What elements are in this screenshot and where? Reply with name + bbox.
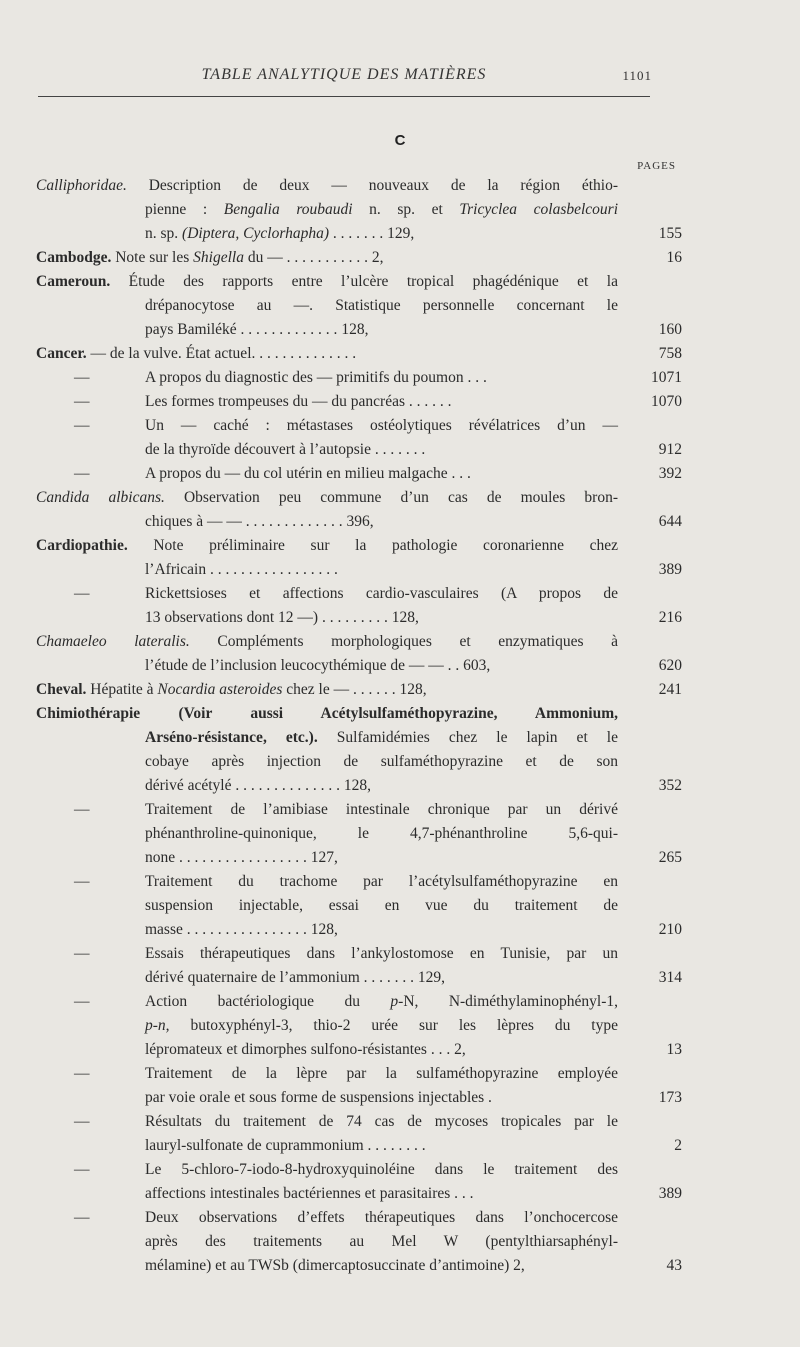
repeat-dash: — [74,369,90,386]
page-reference: 43 [666,1257,682,1274]
entry-heading: Chamaeleo lateralis. [36,633,190,650]
entry-text: pays Bamiléké . . . . . . . . . . . . . [145,321,342,338]
entry-heading: Cardiopathie. [36,537,128,554]
page-reference: 644 [658,513,682,530]
repeat-dash: — [74,1065,90,1082]
entry-text-line: l’Africain . . . . . . . . . . . . . . . . . [145,561,338,578]
entry-text: Observation peu commune d’un cas de moules bron- [164,489,618,506]
page-reference: 912 [658,441,682,458]
entry-text: pienne : [145,201,224,218]
page-number: 1101 [622,68,652,83]
page-reference: 265 [658,849,682,866]
sub-entry: Rickettsioses et affections cardio-vasculaires (A propos de [145,585,618,602]
page-reference: 173 [658,1089,682,1106]
volume-reference: 2, [513,1257,525,1274]
entry-heading: Calliphoridae. [36,177,127,194]
entry-text: mélamine) et au TWSb (dimercaptosuccinate d’antimoine) [145,1257,514,1274]
page-reference: 210 [658,921,682,938]
page-reference: 352 [658,777,682,794]
page-reference: 13 [666,1041,682,1058]
repeat-dash: — [74,993,90,1010]
page-reference: 160 [658,321,682,338]
entry-text: Hépatite à [86,681,158,698]
chemical-prefix: p [390,993,399,1010]
sub-entry: Traitement de l’amibiase intestinale chronique par un dérivé [145,801,618,818]
entry-text-line [145,654,618,678]
page-reference: 392 [658,465,682,482]
entry-text: none . . . . . . . . . . . . . . . . . [145,849,311,866]
entry-text: lépromateux et dimorphes sulfono-résistantes . . . [145,1041,455,1058]
leader-dots: du — . . . . . . . . . . . [243,249,372,266]
volume-reference: 128, [341,321,369,338]
entry-text: chiques à — — . . . . . . . . . . . . . [145,513,347,530]
sub-entry: Traitement du trachome par l’acétylsulfaméthopyrazine en [145,873,618,890]
volume-reference: 2, [371,249,384,266]
entry-text: n. sp. [145,225,183,242]
repeat-dash: — [74,801,90,818]
page-reference: 155 [658,225,682,242]
repeat-dash: — [74,585,90,602]
page-reference: 620 [658,657,682,674]
volume-reference: 603, [463,657,491,674]
index-entry-cardiopathie [36,534,618,558]
volume-reference: 128, [391,609,419,626]
page-reference: 216 [658,609,682,626]
sub-entry: de la thyroïde découvert à l’autopsie . . . . . . . [145,441,426,458]
entry-text: 13 observations dont 12 —) . . . . . . . . . [145,609,392,626]
page-reference: 16 [666,249,682,266]
entry-text-line: drépanocytose au —. Statistique personnelle concernant le [145,297,618,314]
leader-dots: . . . . . . . [329,225,388,242]
entry-text-line [145,726,618,750]
repeat-dash: — [74,1161,90,1178]
repeat-dash: — [74,1209,90,1226]
page-reference: 241 [658,681,682,698]
entry-heading: Chimiothérapie (Voir aussi Acétylsulfaméthopyrazine, Ammonium, [36,705,618,722]
sub-entry: Deux observations d’effets thérapeutiques dans l’onchocercose [145,1209,618,1226]
index-entry-cameroun [36,270,618,294]
index-entry-chamaeleo [36,630,618,654]
running-title: TABLE ANALYTIQUE DES MATIÈRES [201,66,487,83]
entry-text: masse . . . . . . . . . . . . . . . . [145,921,311,938]
entry-heading: Cameroun. [36,273,111,290]
page-reference: 314 [658,969,682,986]
sub-entry [145,606,618,630]
sub-entry: Les formes trompeuses du — du pancréas . . . . . . [145,393,452,410]
sub-entry [145,966,618,990]
entry-text-line [145,222,618,246]
sub-entry [145,1254,618,1278]
entry-text-line [145,318,618,342]
entry-heading: Arséno-résistance, etc.). [145,729,318,746]
chemical-prefix: p-n, [145,1017,170,1034]
repeat-dash: — [74,417,90,434]
volume-reference: 128, [343,777,371,794]
sub-entry: Résultats du traitement de 74 cas de mycoses tropicales par le [145,1113,618,1130]
sub-entry: Un — caché : métastases ostéolytiques révélatrices d’un — [145,417,618,434]
repeat-dash: — [74,873,90,890]
volume-reference: 128, [399,681,427,698]
volume-reference: 127, [310,849,338,866]
sub-entry [145,846,618,870]
page-reference: 758 [658,345,682,362]
page-reference: 1071 [651,369,682,386]
entry-text: — de la vulve. État actuel. . . . . . . . . . . . . . [86,345,357,362]
index-entry-cheval [36,678,618,702]
entry-text: Compléments morphologiques et enzymatiques à [189,633,618,650]
page-reference: 1070 [651,393,682,410]
sub-entry: A propos du — du col utérin en milieu malgache . . . [145,465,471,482]
repeat-dash: — [74,945,90,962]
section-letter: C [394,132,406,149]
sub-entry: Le 5-chloro-7-iodo-8-hydroxyquinoléine dans le traitement des [145,1161,618,1178]
sub-entry [145,1014,618,1038]
taxon-name: (Diptera, Cyclorhapha) [182,225,329,242]
species-name: Tricyclea colasbelcouri [459,201,619,218]
page-reference: 389 [658,561,682,578]
entry-text: Description de deux — nouveaux de la région éthio- [148,177,618,194]
species-name: Bengalia roubaudi [223,201,353,218]
entry-text-line [145,774,618,798]
repeat-dash: — [74,1113,90,1130]
sub-entry: suspension injectable, essai en vue du traitement de [145,897,618,914]
sub-entry: après des traitements au Mel W (pentylthiarsaphényl- [145,1233,618,1250]
species-name: Nocardia asteroides [157,681,283,698]
index-entry-candida [36,486,618,510]
repeat-dash: — [74,465,90,482]
index-entry-cambodge [36,246,618,270]
sub-entry: Essais thérapeutiques dans l’ankylostomose en Tunisie, par un [145,945,618,962]
sub-entry [145,918,618,942]
volume-reference: 2, [454,1041,466,1058]
sub-entry: Traitement de la lèpre par la sulfaméthopyrazine employée [145,1065,618,1082]
sub-entry: A propos du diagnostic des — primitifs du poumon . . . [145,369,487,386]
volume-reference: 396, [346,513,374,530]
entry-text: dérivé acétylé . . . . . . . . . . . . . . [145,777,344,794]
pages-column-label: PAGES [637,160,676,172]
entry-heading: Cambodge. [36,249,112,266]
sub-entry: par voie orale et sous forme de suspensions injectables . [145,1089,492,1106]
entry-text-line [145,510,618,534]
entry-text-line: cobaye après injection de sulfaméthopyrazine et de son [145,753,618,770]
entry-text: Note sur les [111,249,194,266]
entry-heading: Cheval. [36,681,87,698]
entry-text: butoxyphényl-3, thio-2 urée sur les lèpres du type [169,1017,618,1034]
sub-entry [145,990,618,1014]
page-reference: 2 [674,1137,682,1154]
leader-dots: chez le — . . . . . . [282,681,400,698]
entry-text: dérivé quaternaire de l’ammonium . . . . . . . [145,969,418,986]
entry-text: Étude des rapports entre l’ulcère tropical phagédénique et la [110,273,618,290]
species-name: Shigella [193,249,244,266]
entry-text: Action bactériologique du [145,993,391,1010]
sub-entry [145,1038,618,1062]
sub-entry: affections intestinales bactériennes et parasitaires . . . [145,1185,474,1202]
entry-text: -N, N-diméthylaminophényl-1, [398,993,618,1010]
volume-reference: 129, [387,225,415,242]
page-header [38,62,650,97]
entry-text-line [145,198,618,222]
entry-text: l’étude de l’inclusion leucocythémique de — — . . [145,657,464,674]
repeat-dash: — [74,393,90,410]
entry-text: n. sp. et [352,201,460,218]
index-entry-calliphoridae [36,174,618,198]
page-reference: 389 [658,1185,682,1202]
volume-reference: 129, [417,969,446,986]
entry-heading: Candida albicans. [36,489,165,506]
entry-heading: Cancer. [36,345,87,362]
entry-text: Note préliminaire sur la pathologie coronarienne chez [127,537,618,554]
index-entry-chimiotherapie [36,702,618,726]
sub-entry: phénanthroline-quinonique, le 4,7-phénanthroline 5,6-qui- [145,825,618,842]
entry-text: Sulfamidémies chez le lapin et le [317,729,618,746]
volume-reference: 128, [310,921,338,938]
sub-entry: lauryl-sulfonate de cuprammonium . . . . . . . . [145,1137,426,1154]
index-entry-cancer [36,342,618,366]
